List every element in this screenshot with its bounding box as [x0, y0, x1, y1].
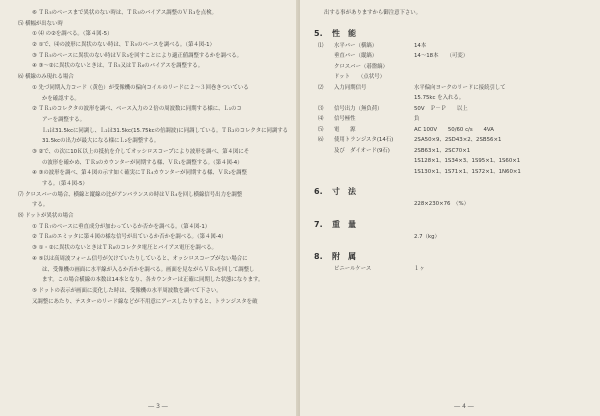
spec-row — [314, 146, 590, 157]
right-page — [300, 0, 600, 416]
spec-row — [314, 104, 590, 115]
spec-label: 及び ダイオード(9石) — [334, 147, 390, 154]
spec-value: 228×230×76 （%） — [414, 201, 470, 208]
spec-item-number — [314, 156, 334, 167]
text-line: ① ＴＲ₇のベースに垂直成分が加わっているか否かを調べる。（第４図-1） — [32, 223, 211, 230]
section-number: 6. — [314, 187, 323, 197]
spec-label — [334, 199, 414, 210]
text-line: ④ ③～②に異状のないときは、ＴＲ₅又はＴＲ₆のバイアスを調整する。 — [32, 63, 204, 70]
spec-item-number — [314, 51, 334, 62]
page-number-right: ― 4 ― — [454, 403, 474, 410]
spec-item-number — [314, 93, 334, 104]
spec-label: 垂直バー（縦縞） — [334, 53, 378, 60]
spec-item-number — [314, 264, 334, 275]
spec-item-number — [314, 199, 334, 210]
text-line: ① ⑷ の②を調べる。（第４図-5） — [32, 31, 113, 38]
right-page-intro — [314, 8, 590, 19]
spec-value: AC 100V 50/60 c/s 4VA — [414, 126, 494, 133]
page-number-left: ― 3 ― — [148, 403, 168, 410]
spec-value: 14本 — [414, 42, 427, 49]
spec-row — [314, 156, 590, 167]
spec-value: 水平偏向ヨークのリードに接続引して — [414, 84, 506, 91]
section-number: 8. — [314, 252, 323, 262]
spec-item-number — [314, 72, 334, 83]
spec-row — [314, 199, 590, 210]
spec-row — [314, 264, 590, 275]
spec-label: 信号極性 — [334, 116, 356, 123]
text-line: ② ＴＲ₈のエミッタに第４図の様な信号が出ているか否かを調べる。（第４図-4） — [32, 234, 227, 241]
left-page-body — [8, 8, 290, 307]
text-line: 又調整にあたり、テスターのリード線などが不用意にアースしたりすると、トランジスタを破 — [32, 298, 258, 305]
text-line: ③ ①・②に異状のないときはＴＲ₈のコレクタ電圧とバイアス電圧を調べる。 — [32, 245, 217, 252]
text-line: ② ＴＲ₁のコレクタの波形を調べ、ベース入力の２倍の周波数に同期する様に、Ｌ₁のコ — [32, 106, 242, 113]
text-line: 31.5kcの出力が最大になる様にＬ₂を調整する。 — [42, 138, 160, 145]
section-title: 性 能 — [332, 28, 356, 38]
text-line: アーを調整する。 — [42, 116, 85, 123]
spec-item-number — [314, 167, 334, 178]
spec-row — [314, 93, 590, 104]
spec-label: ビニールケース — [334, 266, 372, 273]
spec-row — [314, 72, 590, 83]
spec-row — [314, 135, 590, 146]
spec-label: 電 源 — [334, 126, 356, 133]
text-line: する。 — [32, 202, 49, 209]
spec-value: 1S128×1、1S34×3、1S95×1、1S60×1 — [414, 158, 521, 165]
spec-row — [314, 167, 590, 178]
text-line: ⑺ クロスバーの場合、横線と縦線の比がアンバランスの時はＶＲ₄を回し横線信号出力を調整 — [18, 191, 243, 198]
spec-label: 使用トランジスタ(14石) — [334, 137, 394, 144]
spec-row — [314, 83, 590, 94]
spec-value: 50V Ｐ－Ｐ 以上 — [414, 105, 468, 112]
spec-item-number — [314, 146, 334, 157]
spec-label: 信号出力（無負荷） — [334, 105, 383, 112]
spec-item-number: ⑵ — [318, 84, 324, 91]
text-line: する。（第４図-5） — [42, 181, 88, 187]
section-title: 附 属 — [332, 252, 356, 262]
spec-label: 入力同期信号 — [334, 84, 367, 91]
section-number: 7. — [314, 219, 323, 229]
spec-sections — [314, 27, 590, 275]
spec-item-number — [314, 62, 334, 73]
spec-value: 14～18本 （可変） — [414, 53, 469, 60]
text-line: ⑸ 横幅が出ない時 — [18, 20, 63, 27]
text-line: ① 先づ同期入力コード（黄色）が受像機の偏向コイルのリードに２～３回巻きついている — [32, 84, 249, 91]
text-line: ⑻ ドットが異状の場合 — [18, 213, 74, 220]
spec-value: 負 — [414, 116, 420, 123]
spec-value: 15.75kc を入れる。 — [414, 95, 465, 102]
spec-row — [314, 125, 590, 136]
spec-label: 水平バー（横縞） — [334, 42, 378, 49]
text-line: ③ ＴＲ₅のベースに異状のない時はＶＲ₃を回すことにより適正値調整するかを調べる。 — [32, 52, 243, 59]
spec-label: クロスバー（碁盤縞） — [334, 63, 388, 70]
text-line: ④ ③の波形を調べ、第４図の示す如く確実にＴＲ₄カウンターが同期する様、ＶＲ₂を調整 — [32, 170, 247, 177]
text-line: 出する事がありますから御注意下さい。 — [324, 10, 422, 16]
section-title: 重 量 — [332, 219, 356, 229]
text-line: Ｌ₁は31.5kcに同調し、Ｌ₂は31.5kc(15.75kcの倍調波)に同調している。ＴＲ₂のコレクタに同調する — [42, 127, 289, 134]
spec-label: ドット （点状号） — [334, 74, 385, 81]
spec-item-number: ⑴ — [318, 42, 324, 49]
text-line: ます。この場合横線の本数は14本となり、各カウンターは正確に同期した状態になります。 — [42, 277, 264, 284]
text-line: ③ ②で、の次に10Ｋ以上の抵抗を介してオッシロスコープにより波形を調べ、第４図にそ — [32, 148, 250, 155]
text-line: ④ ⑤以は高周波フォーム信号が欠けていたりしていると、オッシロスコープがない場合に — [32, 255, 248, 262]
text-line: ⑹ 横線のみ現れる場合 — [18, 74, 74, 81]
spec-value: 2.7（kg） — [414, 233, 440, 240]
spec-value: 2SA50×9、2SD43×2、2SB56×1 — [414, 137, 502, 144]
spec-value — [414, 72, 590, 83]
spec-label — [334, 93, 414, 104]
section-number: 5. — [314, 28, 323, 38]
text-line: ⑥ ＴＲ₅のベースまで異状のない時は、ＴＲ₅のバイアス調整のＶＲ₃を点検。 — [32, 10, 217, 16]
text-line: ⑤ ドットの表示が画面に変化した時は、受像機の水平周波数を調べて下さい。 — [32, 287, 222, 294]
spec-value: １ヶ — [414, 266, 425, 273]
spec-item-number: ⑷ — [318, 116, 324, 123]
section-heading — [314, 250, 590, 264]
text-line: は、受像機の画面に水平線が入るか否かを調べる。画面を見ながらＶＲ₅を回して調整し — [42, 266, 255, 273]
section-heading — [314, 185, 590, 199]
spec-row — [314, 51, 590, 62]
spec-item-number: ⑹ — [318, 137, 324, 144]
spec-label — [334, 167, 414, 178]
spec-value — [414, 62, 590, 73]
spec-row — [314, 232, 590, 243]
spec-item-number — [314, 232, 334, 243]
section-heading — [314, 218, 590, 232]
spec-label — [334, 232, 414, 243]
text-line: ② ①で、⑷の波形に異状のない時は、ＴＲ₅のベースを調べる。（第４図-1） — [32, 42, 215, 49]
section-title: 寸 法 — [332, 187, 356, 197]
text-line: の波形を確かめ、ＴＲ₃のカウンターが同期する様、ＶＲ₁を調整する。（第４図-4） — [42, 159, 243, 166]
spec-item-number: ⑸ — [318, 126, 324, 133]
spec-label — [334, 156, 414, 167]
spec-value: 1S130×1、1S71×1、1S72×1、1N60×1 — [414, 168, 521, 175]
spec-value: 2SB63×1、2SC70×1 — [414, 147, 471, 154]
spec-row — [314, 62, 590, 73]
spec-item-number: ⑶ — [318, 105, 324, 112]
spec-row — [314, 41, 590, 52]
spec-row — [314, 114, 590, 125]
text-line: かを確認する。 — [42, 95, 80, 102]
section-heading — [314, 27, 590, 41]
